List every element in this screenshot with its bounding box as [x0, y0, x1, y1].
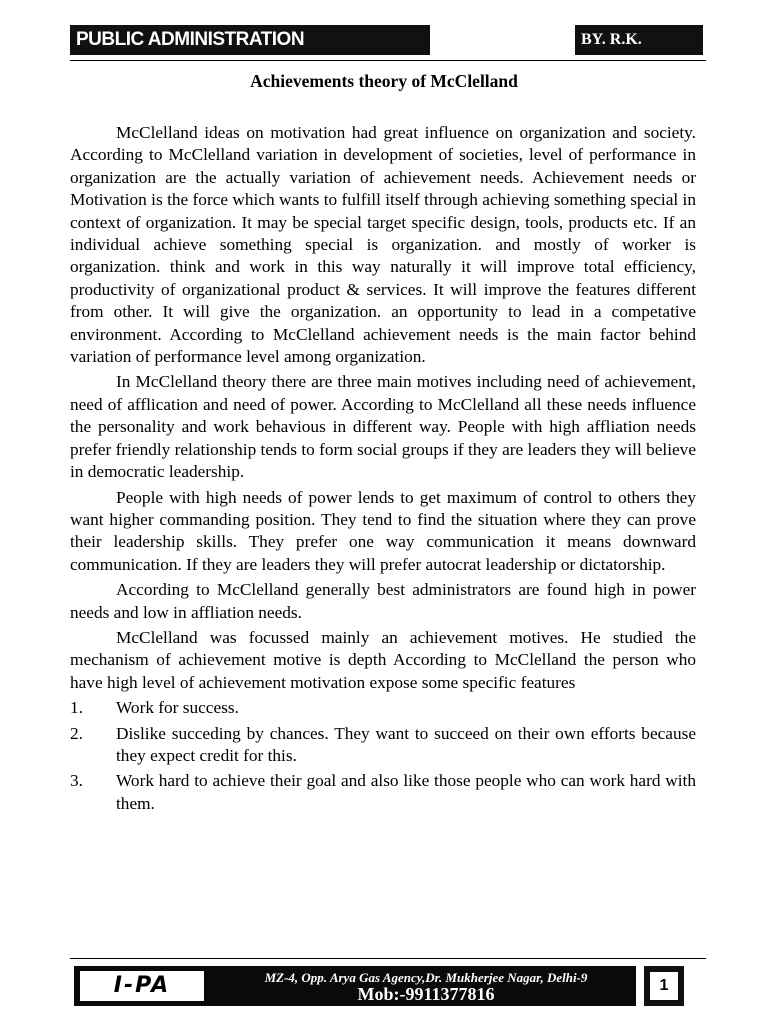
paragraph: According to McClelland generally best administrators are found high in power needs and low in affliation needs. — [70, 580, 696, 622]
page-header — [70, 25, 703, 78]
footer-mobile: Mob:-9911377816 — [357, 984, 495, 1004]
paragraph: In McClelland theory there are three main motives including need of achievement, need of afflication and need of power. According to McClelland all these needs influence the personality and work behavious in different way. People with high affliation needs prefer friendly relationship tends to form social groups if they are leaders they will believe in democratic leadership. — [70, 372, 696, 482]
page-number-box — [644, 966, 684, 1006]
paragraph: McClelland ideas on motivation had great influence on organization and society. According to McClelland variation in development of societies, level of performance in organization are the actually variation of achievement needs. Achievement needs or Motivation is the force which wants to fulfill itself through achieving something special in context of organization. It may be special target specific design, tools, products etc. If an individual achieve something special is organization. and mostly of worker is organization. think and work in this way naturally it will improve total efficiency, productivity of organizational product & services. It will improve the features different from other. It will give the organization. an opportunity to lead in a competative environment. According to McClelland achievement needs is the main factor behind variation of performance level among organization. — [70, 123, 696, 367]
footer-rule — [70, 958, 706, 959]
list-item — [70, 723, 696, 768]
list-number: 1. — [70, 698, 83, 718]
list-item — [70, 770, 696, 815]
footer-address: MZ-4, Opp. Arya Gas Agency,Dr. Mukherjee Nagar, Delhi-9 — [264, 970, 588, 985]
features-list — [70, 697, 696, 815]
ipa-logo: I-PA — [80, 971, 204, 1001]
paragraph: People with high needs of power lends to get maximum of control to others they want higher commanding position. They tend to find the situation where they can prove their leadership skills. They prefer one way communication it means downward communication. If they are leaders they will prefer autocrat leadership or dictatorship. — [70, 487, 696, 574]
header-author: BY. R.K. AGGARWAL — [575, 25, 703, 55]
header-rule — [70, 60, 706, 61]
list-text: Dislike succeding by chances. They want to succeed on their own efforts because they expect credit for this. — [116, 723, 696, 765]
page-title: Achievements theory of McClelland — [250, 71, 518, 91]
list-text: Work hard to achieve their goal and also like those people who can work hard with them. — [116, 771, 696, 813]
list-item — [70, 697, 696, 719]
list-number: 3. — [70, 771, 83, 791]
paragraph: McClelland was focussed mainly an achievement motives. He studied the mechanism of achievement motive is depth According to McClelland the person who have high level of achievement motivation expose some specific features — [70, 627, 696, 692]
header-subject: PUBLIC ADMINISTRATION — [70, 25, 430, 55]
list-text: Work for success. — [116, 698, 239, 718]
page-number: 1 — [649, 971, 679, 1001]
body-text — [70, 122, 696, 818]
list-number: 2. — [70, 723, 83, 743]
page-footer — [74, 966, 636, 1006]
